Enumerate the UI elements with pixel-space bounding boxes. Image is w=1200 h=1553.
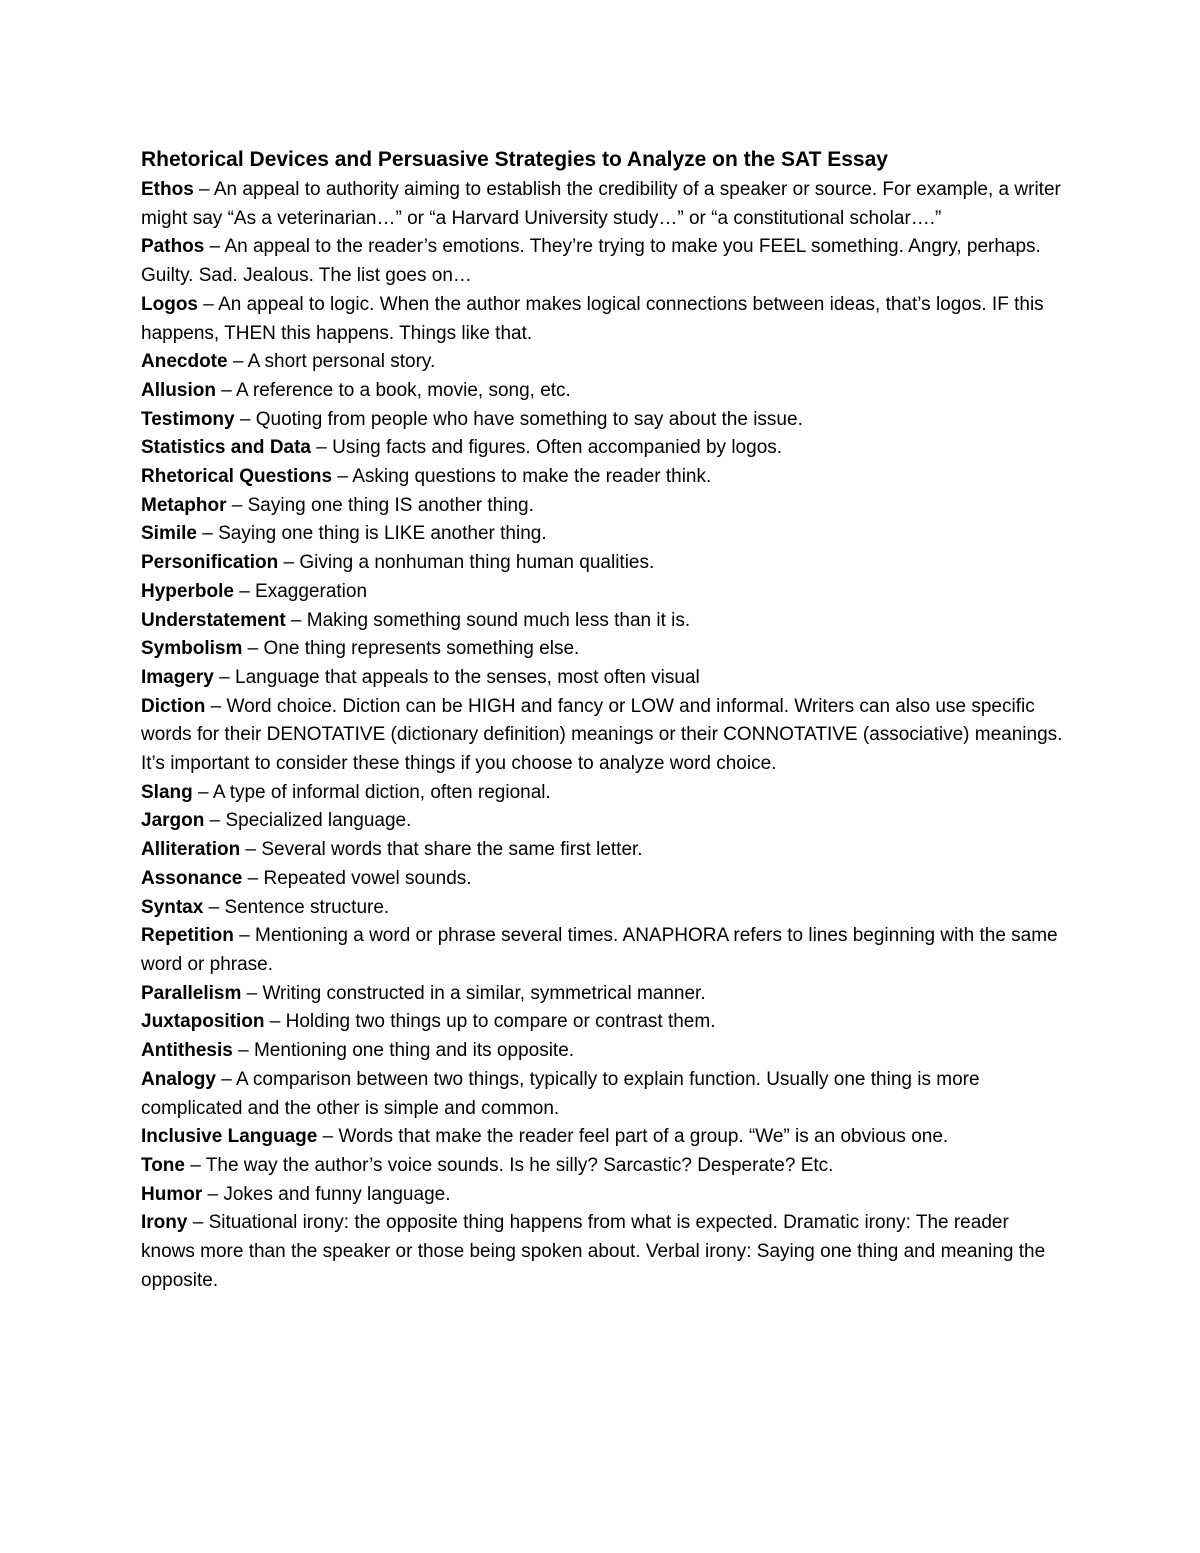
glossary-term: Jargon <box>141 810 205 832</box>
glossary-term: Inclusive Language <box>141 1126 318 1148</box>
glossary-term: Hyperbole <box>141 580 234 602</box>
glossary-entry <box>141 463 1066 492</box>
glossary-entry <box>141 836 1066 865</box>
glossary-definition: Giving a nonhuman thing human qualities. <box>299 552 655 574</box>
term-separator: – <box>234 408 256 430</box>
glossary-entry <box>141 980 1066 1009</box>
glossary-definition: Asking questions to make the reader think. <box>352 466 712 488</box>
glossary-entry <box>141 492 1066 521</box>
term-separator: – <box>242 638 264 660</box>
glossary-entry <box>141 894 1066 923</box>
term-separator: – <box>205 695 227 717</box>
term-separator: – <box>196 523 219 545</box>
glossary-entry <box>141 291 1066 348</box>
term-separator: – <box>332 466 353 488</box>
glossary-term: Imagery <box>141 666 214 688</box>
document-page <box>141 144 1066 1295</box>
glossary-definition: Holding two things up to compare or contrast them. <box>285 1011 716 1033</box>
glossary-term: Anecdote <box>141 351 228 373</box>
glossary-term: Allusion <box>141 379 216 401</box>
glossary-definition: Mentioning a word or phrase several times. ANAPHORA refers to lines beginning with the same word or phrase. <box>141 925 1058 975</box>
term-separator: – <box>187 1212 209 1234</box>
glossary-definition: Quoting from people who have something to say about the issue. <box>255 408 803 430</box>
term-separator: – <box>213 666 235 688</box>
glossary-definition: Exaggeration <box>255 580 368 602</box>
glossary-entry <box>141 233 1066 290</box>
term-separator: – <box>227 351 248 373</box>
glossary-entry <box>141 865 1066 894</box>
term-separator: – <box>204 810 226 832</box>
glossary-definition: A comparison between two things, typically to explain function. Usually one thing is more complicated and the other is simple and common. <box>141 1068 980 1119</box>
glossary-definition: Words that make the reader feel part of a group. “We” is an obvious one. <box>338 1126 949 1148</box>
term-separator: – <box>193 179 214 200</box>
glossary-entry <box>141 434 1066 463</box>
glossary-entry <box>141 1008 1066 1037</box>
glossary-term: Juxtaposition <box>141 1011 265 1033</box>
glossary-entry <box>141 664 1066 693</box>
glossary-term: Rhetorical Questions <box>141 466 333 488</box>
term-separator: – <box>198 293 219 315</box>
glossary-definition: An appeal to the reader’s emotions. They’re trying to make you FEEL something. Angry, perhaps. Guilty. Sad. Jealous. The list goes on… <box>141 236 1041 287</box>
glossary-term: Metaphor <box>141 494 227 516</box>
term-separator: – <box>215 379 237 401</box>
glossary-term: Repetition <box>141 925 234 947</box>
glossary-definition: Repeated vowel sounds. <box>263 867 472 889</box>
term-separator: – <box>317 1126 339 1148</box>
glossary-definition: Jokes and funny language. <box>223 1183 451 1205</box>
glossary-definition: Writing constructed in a similar, symmetrical manner. <box>262 982 706 1004</box>
glossary-entry <box>141 348 1066 377</box>
term-separator: – <box>264 1011 286 1033</box>
glossary-term: Understatement <box>141 609 286 631</box>
glossary-definition: An appeal to authority aiming to establish the credibility of a speaker or source. For example, a writer might say “As a veterinarian…” or “a Harvard University study…” or “a constitutional scholar….” <box>141 179 1061 229</box>
glossary-definition: Saying one thing is LIKE another thing. <box>218 523 547 545</box>
glossary-term: Ethos <box>141 179 194 200</box>
term-separator: – <box>241 982 263 1004</box>
glossary-entry <box>141 922 1066 979</box>
glossary-term: Syntax <box>141 896 204 918</box>
glossary-entry <box>141 807 1066 836</box>
glossary-term: Logos <box>141 293 198 315</box>
glossary-definition: Saying one thing IS another thing. <box>247 494 534 516</box>
glossary-definition: Situational irony: the opposite thing happens from what is expected. Dramatic irony: The reader knows more than the speaker or those being spoken about. Verbal irony: Saying one thing and meaning the opposite. <box>141 1212 1046 1291</box>
glossary-term: Diction <box>141 695 206 717</box>
glossary-term: Symbolism <box>141 638 243 660</box>
glossary-entry <box>141 1037 1066 1066</box>
term-separator: – <box>215 1068 237 1090</box>
term-separator: – <box>311 437 333 459</box>
glossary-entry <box>141 693 1066 779</box>
term-separator: – <box>192 781 213 803</box>
glossary-entry <box>141 549 1066 578</box>
glossary-definition: Word choice. Diction can be HIGH and fancy or LOW and informal. Writers can also use specific words for their DENOTATIVE (dictionary definition) meanings or their CONNOTATIVE (associative) meanings. It’s important to consider these things if you choose to analyze word choice. <box>141 695 1063 775</box>
term-separator: – <box>233 580 256 602</box>
term-separator: – <box>285 609 307 631</box>
glossary-term: Assonance <box>141 867 243 889</box>
term-separator: – <box>278 552 300 574</box>
glossary-entry <box>141 176 1066 233</box>
glossary-term: Parallelism <box>141 982 242 1004</box>
glossary-definition: Using facts and figures. Often accompanied by logos. <box>332 437 783 459</box>
glossary-definition: Language that appeals to the senses, most often visual <box>235 666 700 688</box>
term-separator: – <box>202 1183 224 1205</box>
term-separator: – <box>226 494 248 516</box>
glossary-entry <box>141 578 1066 607</box>
glossary-entry <box>141 635 1066 664</box>
glossary-entry <box>141 406 1066 435</box>
term-separator: – <box>203 896 225 918</box>
glossary-term: Simile <box>141 523 197 545</box>
term-separator: – <box>204 236 225 258</box>
glossary-entry <box>141 1066 1066 1123</box>
document-title: Rhetorical Devices and Persuasive Strategies to Analyze on the SAT Essay <box>141 148 888 171</box>
glossary-term: Slang <box>141 781 193 803</box>
glossary-entry <box>141 377 1066 406</box>
glossary-definition: Sentence structure. <box>224 896 390 918</box>
glossary-entry <box>141 1209 1066 1295</box>
glossary-term: Pathos <box>141 236 205 258</box>
glossary-term: Irony <box>141 1212 188 1234</box>
glossary-definition: Specialized language. <box>225 810 412 832</box>
term-separator: – <box>184 1154 206 1176</box>
glossary-term: Personification <box>141 552 279 574</box>
glossary-term: Antithesis <box>141 1040 233 1062</box>
glossary-definition: The way the author’s voice sounds. Is he silly? Sarcastic? Desperate? Etc. <box>205 1154 834 1176</box>
glossary-definition: A type of informal diction, often regional. <box>212 781 551 803</box>
glossary-term: Analogy <box>141 1068 216 1090</box>
term-separator: – <box>232 1040 254 1062</box>
glossary-entry <box>141 1123 1066 1152</box>
glossary-term: Statistics and Data <box>141 437 311 459</box>
glossary-term: Alliteration <box>141 839 241 861</box>
glossary-term: Testimony <box>141 408 235 430</box>
term-separator: – <box>233 925 256 947</box>
glossary-entry <box>141 520 1066 549</box>
glossary-definition: An appeal to logic. When the author makes logical connections between ideas, that’s logos. IF this happens, THEN this happens. Things like that. <box>141 293 1044 344</box>
glossary-list <box>141 176 1066 1295</box>
glossary-entry <box>141 1181 1066 1210</box>
glossary-term: Humor <box>141 1183 203 1205</box>
glossary-entry <box>141 779 1066 808</box>
glossary-definition: Mentioning one thing and its opposite. <box>253 1040 575 1062</box>
glossary-term: Tone <box>141 1154 185 1176</box>
glossary-entry <box>141 1152 1066 1181</box>
glossary-definition: Several words that share the same first letter. <box>261 839 643 861</box>
term-separator: – <box>240 839 262 861</box>
glossary-entry <box>141 607 1066 636</box>
glossary-definition: Making something sound much less than it is. <box>306 609 691 631</box>
term-separator: – <box>242 867 264 889</box>
glossary-definition: A reference to a book, movie, song, etc. <box>236 379 571 401</box>
glossary-definition: A short personal story. <box>247 351 436 373</box>
glossary-definition: One thing represents something else. <box>263 638 580 660</box>
